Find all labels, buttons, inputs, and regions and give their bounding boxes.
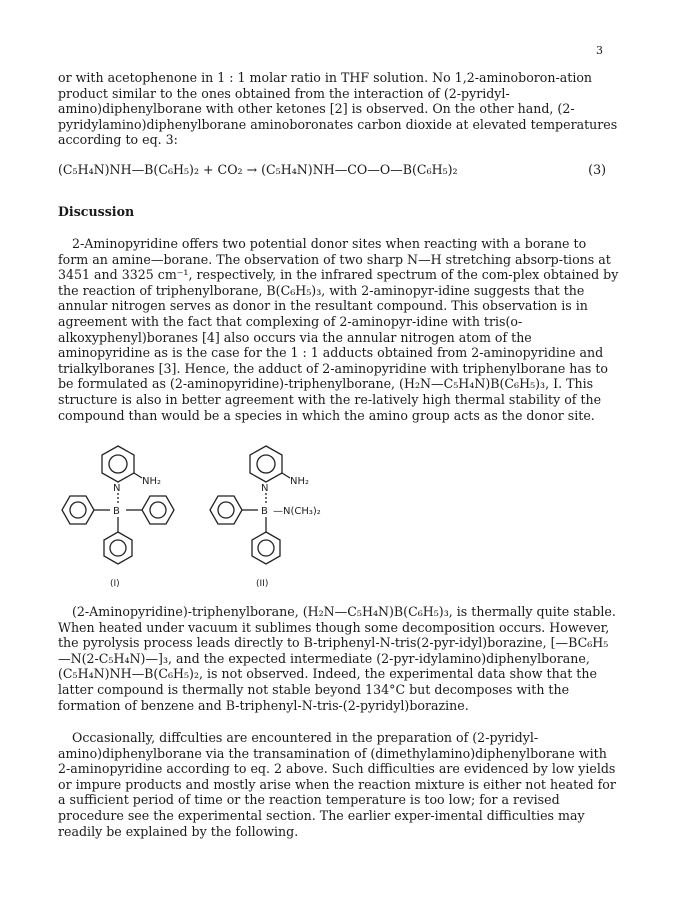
structure-1-b: B [113, 506, 120, 517]
structure-1-nh2: NH₂ [142, 476, 162, 487]
paragraph-difficulties: Occasionally, diffculties are encountered in the preparation of (2-pyridyl-amino)diphenylborane via the transamination of (dimethylamino)diphenylborane with 2-aminopyridine according to eq. 2 above. Such difficulties are evidenced by low yields or impure products and mostly arise when the reaction mixture is either not heated for a sufficient period of time or the reaction temperature is too low; for a revised procedure see the experimental section. The earlier exper-imental difficulties may readily be explained by the following. [58, 730, 616, 839]
structure-2-label: (II) [256, 579, 269, 589]
structure-2-nh2: NH₂ [290, 476, 310, 487]
structure-2 [210, 446, 321, 589]
structure-2-substituent: —N(CH₃)₂ [273, 506, 321, 517]
structure-2-b: B [261, 506, 268, 517]
equation-number: (3) [588, 162, 606, 177]
structure-1-label: (I) [110, 579, 120, 589]
chemical-structures-figure [0, 440, 680, 610]
equation-3 [58, 162, 620, 177]
paragraph-pyrolysis: (2-Aminopyridine)-triphenylborane, (H₂N—C₅H₄N)B(C₆H₅)₃, is thermally quite stable. When heated under vacuum it sublimes though some decomposition occurs. However, the pyrolysis process leads directly to B-triphenyl-N-tris(2-pyr-idyl)borazine, [—BC₆H₅—N(2-C₅H₄N)—]₃, and the expected intermediate (2-pyr-idylamino)diphenylborane, (C₅H₄N)NH—B(C₆H₅)₂, is not observed. Indeed, the experimental data show that the latter compound is thermally not stable beyond 134°C but decomposes with the formation of benzene and B-triphenyl-N-tris-(2-pyridyl)borazine. [58, 604, 616, 713]
structure-2-n: N [261, 483, 269, 494]
section-heading: Discussion [58, 204, 135, 219]
structure-1 [62, 446, 174, 589]
equation-text: (C₅H₄N)NH—B(C₆H₅)₂ + CO₂ → (C₅H₄N)NH—CO—O—B(C₆H₅)₂ [58, 162, 458, 177]
paragraph-intro: or with acetophenone in 1 : 1 molar ratio in THF solution. No 1,2-aminoboron-ation product similar to the ones obtained from the interaction of (2-pyridyl-amino)diphenylborane with other ketones [2] is observed. On the other hand, (2-pyridylamino)diphenylborane aminoboronates carbon dioxide at elevated temperatures according to eq. 3: [58, 70, 618, 148]
structure-1-n: N [113, 483, 121, 494]
paragraph-discussion: 2-Aminopyridine offers two potential donor sites when reacting with a borane to form an amine—borane. The observation of two sharp N—H stretching absorp-tions at 3451 and 3325 cm⁻¹, respectively, in the infrared spectrum of the com-plex obtained by the reaction of triphenylborane, B(C₆H₅)₃, with 2-aminopyr-idine suggests that the annular nitrogen serves as donor in the resultant compound. This observation is in agreement with the fact that complexing of 2-aminopyr-idine with tris(o-alkoxyphenyl)boranes [4] also occurs via the annular nitrogen atom of the aminopyridine as is the case for the 1 : 1 adducts obtained from 2-aminopyridine and trialkylboranes [3]. Hence, the adduct of 2-aminopyridine with triphenylborane has to be formulated as (2-aminopyridine)-triphenylborane, (H₂N—C₅H₄N)B(C₆H₅)₃, I. This structure is also in better agreement with the re-latively high thermal stability of the compound than would be a species in which the amino group acts as the donor site. [58, 236, 619, 423]
page-number: 3 [596, 44, 603, 57]
